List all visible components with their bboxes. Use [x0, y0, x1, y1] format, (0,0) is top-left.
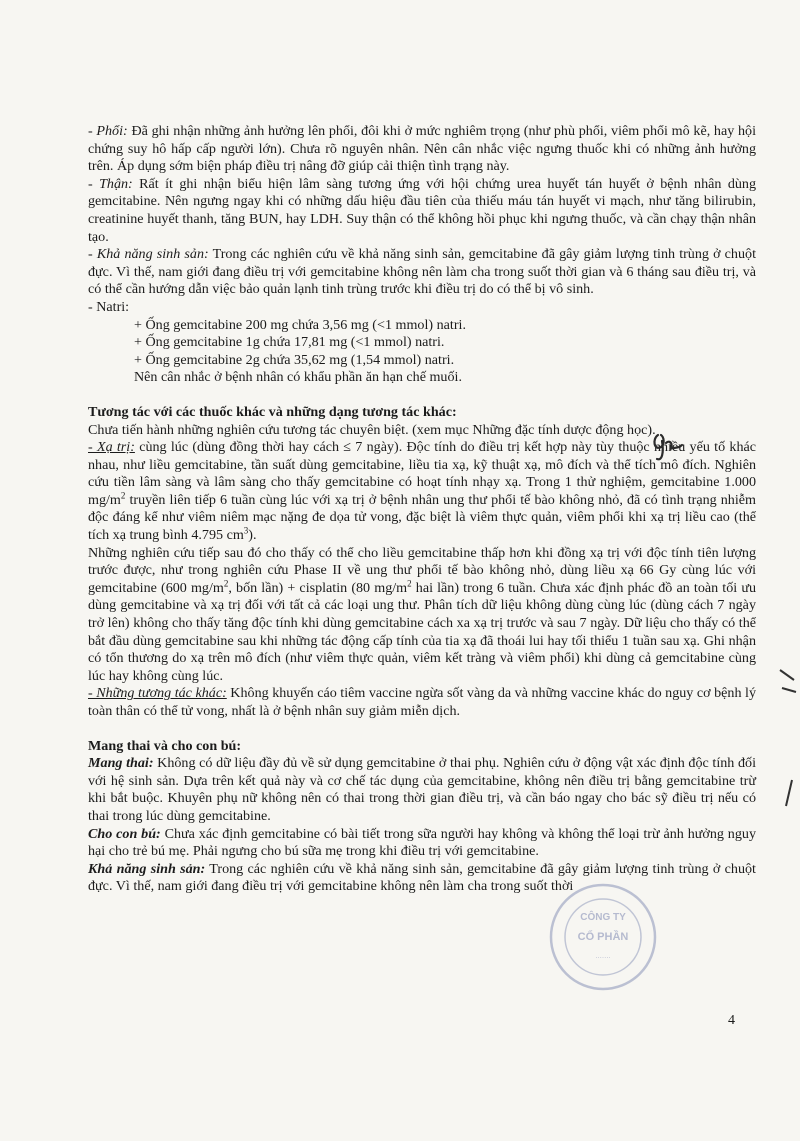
svg-text:CÔNG TY: CÔNG TY [580, 912, 626, 923]
other-interactions-label: - Những tương tác khác: [88, 685, 227, 702]
superscript: 3 [243, 525, 249, 536]
svg-text:.......: ....... [595, 951, 611, 960]
radiotherapy-text-2: truyền liên tiếp 6 tuần cùng lúc với xạ trị ở bệnh nhân ung thư phổi tế bào không nhỏ, đã có tình trạng nhiễm độc đáng kể như viêm niêm mạc nặng đe dọa tử vong, đặc biệt là viêm thực quản, viêm phổi khi xạ trị liều cao (thể tích xạ trung bình 4.795 cm [88, 491, 756, 544]
radiotherapy-text-3: ). [248, 527, 257, 544]
breastfeeding-label: Cho con bú: [88, 825, 161, 842]
page-number: 4 [728, 1013, 735, 1028]
interactions-heading: Tương tác với các thuốc khác và những dạng tương tác khác: [88, 403, 457, 420]
company-stamp [548, 882, 658, 992]
later-text-3: hai lần) trong 6 tuần. Chưa xác định phác đồ an toàn tối ưu dùng gemcitabine và xạ trị đối với tất cả các loại ung thư. Phân tích dữ liệu không dùng cùng lúc (dùng cách 7 ngày trở lên) không cho thấy tăng độc tính khi dùng gemcitabine cách xa xạ trị trước và sau 7 ngày. Dữ liệu cho thấy có thể bắt đầu dùng gemcitabine sau khi những tác động cấp tính của tia xạ đã thoái lui hay tối thiểu 1 tuần sau xạ. Ghi nhận có tổn thương do xạ trên mô đích (như viêm thực quản, viêm kết tràng và viêm phổi) khi dùng cả gemcitabine cùng lúc hay không cùng lúc. [88, 579, 757, 684]
edge-marks [778, 660, 800, 810]
handwritten-initials [648, 425, 688, 465]
superscript: 2 [120, 490, 126, 501]
fertility-paragraph [88, 246, 756, 299]
later-studies-paragraph [88, 545, 756, 686]
sodium-label: - Natri: [88, 298, 130, 315]
breastfeeding-paragraph [88, 826, 756, 861]
pregnancy-paragraph [88, 755, 756, 825]
pregnancy-label: Mang thai: [88, 755, 154, 772]
superscript: 2 [407, 578, 412, 589]
document-body [88, 123, 756, 896]
interactions-intro: Chưa tiến hành những nghiên cứu tương tác chuyên biệt. (xem mục Những đặc tính dược động học). [88, 421, 656, 438]
fertility-text: Trong các nghiên cứu về khả năng sinh sản, gemcitabine đã gây giảm lượng tinh trùng ở chuột đực. Vì thế, nam giới đang điều trị với gemcitabine không nên làm cha trong suốt thời gian và 6 tháng sau điều trị, và có thể cần hướng dẫn việc bảo quản lạnh tinh trùng trước khi điều trị do có thể bị vô sinh. [88, 246, 756, 298]
kidney-paragraph [88, 176, 756, 246]
breastfeeding-text: Chưa xác định gemcitabine có bài tiết trong sữa người hay không và không thể loại trừ ảnh hưởng nguy hại cho trẻ bú mẹ. Phải ngưng cho bú sữa mẹ trong khi điều trị với gemcitabine. [88, 825, 756, 860]
sodium-item-3: + Ống gemcitabine 2g chứa 35,62 mg (1,54 mmol) natri. [134, 351, 455, 368]
fertility-label: - Khả năng sinh sản: [88, 246, 209, 263]
superscript: 2 [223, 578, 229, 589]
lung-paragraph [88, 123, 756, 176]
fertility-2-label: Khả năng sinh sản: [88, 860, 206, 877]
kidney-text: Rất ít ghi nhận biểu hiện lâm sàng tương ứng với hội chứng urea huyết tán huyết ở bệnh nhân dùng gemcitabine. Nên ngưng ngay khi có những dấu hiệu đầu tiên của thiếu máu tán huyết vi mạch, như tăng bilirubin, creatinine huyết thanh, tăng BUN, hay LDH. Suy thận có thể không hồi phục khi ngưng thuốc, và cần chạy thận nhân tạo. [88, 175, 757, 245]
sodium-note: Nên cân nhắc ở bệnh nhân có khẩu phần ăn hạn chế muối. [134, 369, 462, 386]
sodium-item-2: + Ống gemcitabine 1g chứa 17,81 mg (<1 mmol) natri. [134, 334, 445, 351]
radiotherapy-text-1: cùng lúc (dùng đồng thời hay cách ≤ 7 ngày). Độc tính do điều trị kết hợp này tùy thuộc nhiều yếu tố khác nhau, như liều gemcitabine, tần suất dùng gemcitabine, liều tia xạ, kỹ thuật xạ, mô đích và thể tích mô đích. Nghiên cứu tiền lâm sàng và lâm sàng cho thấy gemcitabine có hoạt tính nhạy xạ. Trong 1 thử nghiệm, gemcitabine 1.000 mg/m [88, 439, 756, 508]
svg-text:CỔ PHẦN: CỔ PHẦN [577, 931, 629, 943]
lung-label: - Phổi: [88, 123, 128, 139]
lung-text: Đã ghi nhận những ảnh hưởng lên phổi, đôi khi ở mức nghiêm trọng (như phù phổi, viêm phổi mô kẽ, hay hội chứng suy hô hấp cấp người lớn). Chưa rõ nguyên nhân. Nên cân nhắc việc ngưng thuốc khi có những ảnh hưởng trên. Áp dụng sớm biện pháp điều trị nâng đỡ giúp cải thiện tình trạng này. [88, 123, 756, 175]
other-interactions-text: Không khuyến cáo tiêm vaccine ngừa sốt vàng da và những vaccine khác do nguy cơ bệnh lý toàn thân có thể tử vong, nhất là ở bệnh nhân suy giảm miễn dịch. [88, 685, 756, 719]
other-interactions-paragraph [88, 685, 756, 720]
radiotherapy-label: - Xạ trị: [88, 439, 135, 456]
later-text-2: , bốn lần) + cisplatin (80 mg/m [228, 579, 408, 596]
later-text-1: Những nghiên cứu tiếp sau đó cho thấy có thể cho liều gemcitabine thấp hơn khi đồng xạ trị với độc tính tiên lượng trước được, như trong nghiên cứu Phase II về ung thư phổi tế bào không nhỏ, dùng liều xạ 66 Gy cùng lúc với gemcitabine (600 mg/m [88, 544, 756, 596]
sodium-item-1: + Ống gemcitabine 200 mg chứa 3,56 mg (<1 mmol) natri. [134, 316, 466, 333]
pregnancy-text: Không có dữ liệu đầy đủ về sử dụng gemcitabine ở thai phụ. Nghiên cứu ở động vật xác định độc tính đối với hệ sinh sản. Dựa trên kết quả này và cơ chế tác dụng của gemcitabine, không nên điều trị bằng gemcitabine trừ khi bắt buộc. Khuyên phụ nữ không nên có thai trong thời gian điều trị, và cần báo ngay cho bác sỹ điều trị nếu có thai trong lúc dùng gemcitabine. [88, 755, 756, 824]
pregnancy-heading: Mang thai và cho con bú: [88, 737, 242, 754]
kidney-label: - Thận: [88, 175, 133, 192]
fertility-2-text: Trong các nghiên cứu về khả năng sinh sản, gemcitabine đã gây giảm lượng tinh trùng ở chuột đực. Vì thế, nam giới đang điều trị với gemcitabine không nên làm cha trong suốt thời [88, 860, 756, 895]
